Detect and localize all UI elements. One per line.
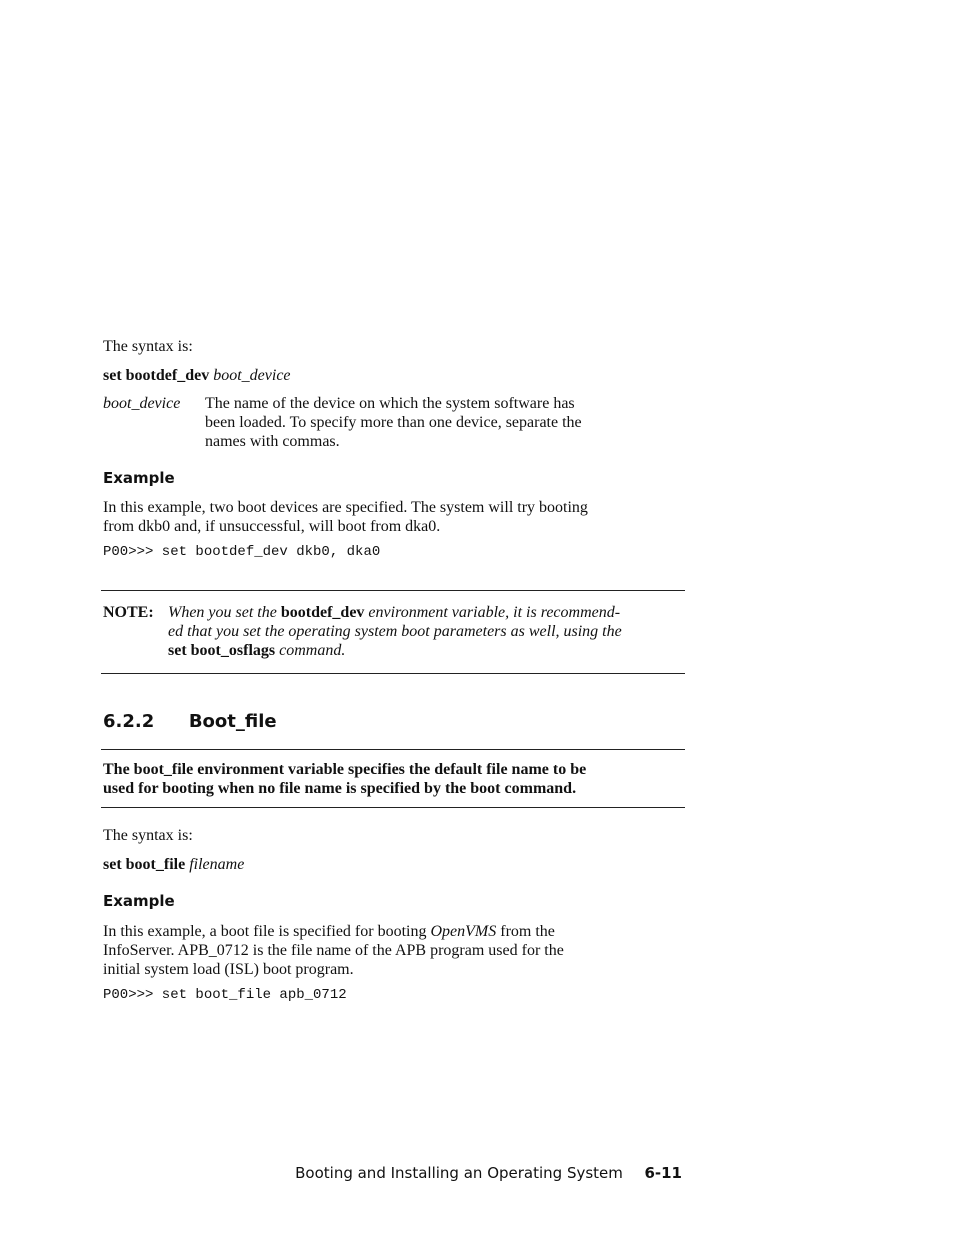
param-description: [205, 394, 675, 451]
syntax-line-1: [103, 366, 291, 385]
note-command: set boot_osflags: [168, 642, 276, 659]
note-text: When you set the: [168, 604, 281, 621]
footer-chapter-title: Booting and Installing an Operating System: [295, 1164, 623, 1182]
syntax-intro-1: The syntax is:: [103, 338, 193, 355]
summary-line: used for booting when no file name is specified by the boot command.: [103, 780, 577, 797]
code-example-2: P00>>> set boot_file apb_0712: [103, 987, 347, 1003]
section-heading: [103, 711, 277, 732]
example-text-line: In this example, two boot devices are specified. The system will try booting: [103, 499, 588, 516]
code-example-1: P00>>> set bootdef_dev dkb0, dka0: [103, 544, 381, 560]
param-description-line: names with commas.: [205, 433, 340, 450]
summary-line: The boot_file environment variable specifies the default file name to be: [103, 761, 587, 778]
note-bottom-rule: [101, 673, 685, 674]
syntax-line-2: [103, 855, 244, 874]
section-summary: [103, 760, 693, 798]
syntax-param-2: filename: [189, 856, 245, 873]
example-heading-2: Example: [103, 892, 175, 910]
example-heading-1: Example: [103, 469, 175, 487]
example-text-1: [103, 498, 683, 536]
page-footer: [295, 1164, 682, 1182]
example-text: In this example, a boot file is specified for booting: [103, 923, 431, 940]
note-text: environment variable, it is recommend-: [364, 604, 621, 621]
note-line-2: ed that you set the operating system boot parameters as well, using the: [168, 623, 622, 640]
param-term: boot_device: [103, 395, 181, 412]
section-number: 6.2.2: [103, 711, 155, 732]
note-body: [168, 603, 688, 660]
syntax-intro-2: The syntax is:: [103, 827, 193, 844]
section-title: Boot_file: [188, 711, 277, 732]
example-text-2: [103, 922, 683, 979]
note-line-1: [168, 603, 688, 622]
syntax-command-2: set boot_file: [103, 856, 186, 873]
note-text: command.: [275, 642, 346, 659]
note-line-3: [168, 641, 688, 660]
summary-top-rule: [101, 749, 685, 750]
note-variable: bootdef_dev: [280, 604, 365, 621]
note-label: NOTE:: [103, 604, 154, 621]
example-text-line: initial system load (ISL) boot program.: [103, 961, 354, 978]
footer-page-number: 6-11: [644, 1164, 682, 1182]
example-text-line: [103, 922, 683, 941]
param-description-line: been loaded. To specify more than one device, separate the: [205, 414, 582, 431]
syntax-command-1: set bootdef_dev: [103, 367, 210, 384]
param-description-line: The name of the device on which the system software has: [205, 395, 575, 412]
note-top-rule: [101, 590, 685, 591]
syntax-param-1: boot_device: [213, 367, 291, 384]
example-text-line: InfoServer. APB_0712 is the file name of the APB program used for the: [103, 942, 564, 959]
example-text-line: from dkb0 and, if unsuccessful, will boot from dka0.: [103, 518, 441, 535]
example-text: from the: [496, 923, 555, 940]
summary-bottom-rule: [101, 807, 685, 808]
example-os-name: OpenVMS: [430, 923, 497, 940]
